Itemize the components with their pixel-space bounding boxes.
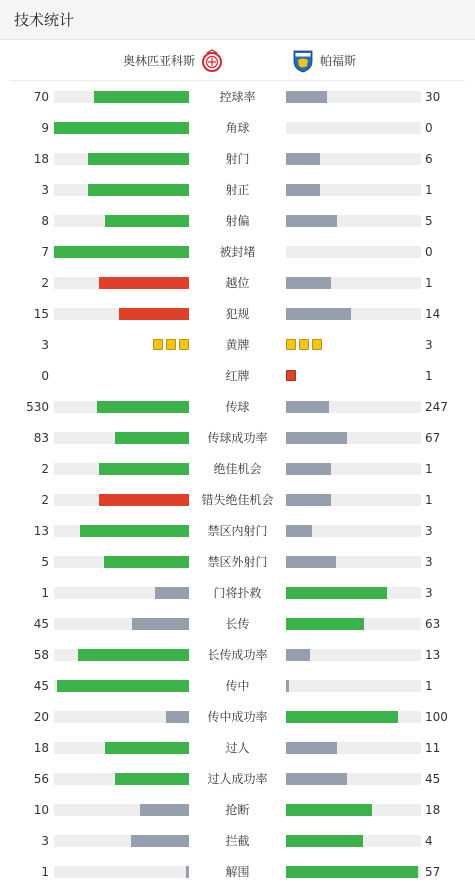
stat-row [0,609,475,640]
home-value: 3 [41,834,49,848]
stat-label: 射门 [225,152,250,166]
yellow-card-icon [286,339,296,350]
away-value: 67 [425,431,441,445]
home-bar-track [54,494,189,506]
home-bar-fill [80,525,189,537]
stat-row [0,826,475,857]
away-bar-track [286,618,421,630]
home-bar-fill [94,91,189,103]
stat-label: 黄牌 [225,338,250,352]
stats-header [0,0,475,40]
home-team-name: 奥林匹亚科斯 [122,54,195,68]
yellow-card-icon [153,339,163,350]
stat-label: 越位 [225,276,250,290]
away-value: 3 [425,586,433,600]
away-bar-track [286,649,421,661]
stat-row [0,206,475,237]
home-bar-track [54,680,189,692]
away-bar-fill [286,463,331,475]
home-bar-fill [88,184,189,196]
stat-label: 被封堵 [219,245,256,259]
away-value: 1 [425,462,433,476]
away-bar-fill [286,835,363,847]
home-value: 530 [26,400,49,414]
stat-row [0,640,475,671]
away-bar-track [286,184,421,196]
home-value: 9 [41,121,49,135]
away-value: 0 [425,245,433,259]
away-bar-fill [286,866,418,878]
away-bar-fill [286,494,331,506]
away-bar-fill [286,525,312,537]
home-value: 70 [33,90,49,104]
stats-list [0,82,475,888]
stat-label: 抢断 [225,803,250,817]
home-value: 3 [41,183,49,197]
home-value: 0 [41,369,49,383]
stat-row [0,485,475,516]
away-bar-fill [286,401,329,413]
away-bar-fill [286,91,327,103]
away-value: 1 [425,369,433,383]
stat-label: 禁区内射门 [207,524,268,538]
away-value: 14 [425,307,441,321]
home-value: 13 [33,524,49,538]
red-card-icon [286,370,296,381]
away-bar-fill [286,649,310,661]
home-value: 20 [33,710,49,724]
away-bar-track [286,556,421,568]
home-bar-fill [119,308,189,320]
stat-label: 红牌 [225,369,250,383]
home-bar-track [54,308,189,320]
home-bar-fill [131,835,189,847]
stat-label: 传中 [225,679,250,693]
stat-row [0,702,475,733]
home-bar-fill [99,277,189,289]
home-bar-fill [115,432,189,444]
home-value: 2 [41,462,49,476]
away-value: 100 [425,710,448,724]
away-bar-track [286,835,421,847]
away-bar-track [286,246,421,258]
away-value: 4 [425,834,433,848]
home-bar-track [54,277,189,289]
stat-label: 禁区外射门 [207,555,268,569]
home-bar-fill [97,401,189,413]
stat-label: 错失绝佳机会 [201,493,274,507]
away-bar-track [286,680,421,692]
stat-label: 长传 [225,617,250,631]
stat-row [0,423,475,454]
home-value: 2 [41,276,49,290]
olympiacos-crest-icon [201,49,223,73]
home-bar-track [54,463,189,475]
home-bar-track [54,401,189,413]
away-bar-fill [286,277,331,289]
home-bar-track [54,587,189,599]
teams-row [10,41,465,81]
away-bar-fill [286,804,372,816]
home-value: 2 [41,493,49,507]
away-value: 3 [425,524,433,538]
stat-label: 控球率 [219,90,256,104]
yellow-card-icon [166,339,176,350]
home-bar-track [54,246,189,258]
home-bar-fill [186,866,189,878]
stat-row [0,454,475,485]
stat-row [0,578,475,609]
home-bar-track [54,711,189,723]
away-bar-fill [286,184,320,196]
home-bar-track [54,525,189,537]
home-bar-track [54,618,189,630]
away-bar-track [286,215,421,227]
home-bar-fill [115,773,189,785]
stat-label: 拦截 [225,834,250,848]
home-bar-fill [132,618,189,630]
stat-label: 过人成功率 [207,772,268,786]
home-value: 1 [41,586,49,600]
away-bar-track [286,401,421,413]
stat-row [0,671,475,702]
away-bar-track [286,91,421,103]
away-value: 3 [425,338,433,352]
away-bar-fill [286,711,398,723]
home-cards [153,339,189,351]
away-bar-fill [286,587,387,599]
home-bar-track [54,866,189,878]
home-bar-track [54,804,189,816]
away-value: 1 [425,276,433,290]
home-team[interactable] [123,41,223,80]
stat-row [0,516,475,547]
away-value: 11 [425,741,441,755]
home-bar-fill [54,246,189,258]
home-bar-fill [99,463,189,475]
yellow-card-icon [179,339,189,350]
stat-row [0,330,475,361]
home-value: 15 [33,307,49,321]
home-bar-track [54,773,189,785]
away-bar-track [286,308,421,320]
stat-row [0,857,475,888]
stat-label: 长传成功率 [207,648,268,662]
away-value: 57 [425,865,441,879]
home-bar-track [54,215,189,227]
home-bar-track [54,184,189,196]
away-bar-track [286,432,421,444]
home-bar-fill [105,215,189,227]
page-title: 技术统计 [14,11,75,29]
home-bar-fill [166,711,189,723]
stat-row [0,733,475,764]
away-bar-track [286,773,421,785]
home-value: 7 [41,245,49,259]
home-bar-track [54,835,189,847]
away-bar-fill [286,742,337,754]
stat-row [0,175,475,206]
away-bar-fill [286,153,320,165]
stat-label: 射偏 [225,214,250,228]
home-bar-track [54,556,189,568]
away-bar-track [286,804,421,816]
stat-label: 门将扑救 [213,586,262,600]
stat-row [0,361,475,392]
stat-label: 解围 [225,865,250,879]
stat-row [0,392,475,423]
away-bar-fill [286,680,289,692]
away-value: 1 [425,679,433,693]
stat-label: 绝佳机会 [213,462,262,476]
stat-label: 传球 [225,400,250,414]
stat-row [0,795,475,826]
stat-row [0,113,475,144]
stat-label: 角球 [225,121,250,135]
away-bar-fill [286,432,347,444]
home-bar-fill [88,153,189,165]
home-bar-fill [105,742,189,754]
home-bar-track [54,649,189,661]
home-value: 10 [33,803,49,817]
yellow-card-icon [312,339,322,350]
stat-label: 传球成功率 [207,431,268,445]
stat-label: 犯规 [225,307,250,321]
home-bar-fill [57,680,189,692]
away-bar-track [286,463,421,475]
stat-label: 传中成功率 [207,710,268,724]
home-value: 56 [33,772,49,786]
home-bar-track [54,91,189,103]
away-value: 3 [425,555,433,569]
away-value: 247 [425,400,448,414]
away-bar-track [286,866,421,878]
away-value: 45 [425,772,441,786]
home-bar-fill [155,587,189,599]
away-bar-track [286,494,421,506]
home-value: 8 [41,214,49,228]
home-value: 45 [33,679,49,693]
home-bar-fill [140,804,189,816]
stat-label: 射正 [225,183,250,197]
stat-row [0,547,475,578]
away-bar-fill [286,308,351,320]
away-bar-track [286,277,421,289]
home-value: 83 [33,431,49,445]
home-value: 18 [33,741,49,755]
away-bar-track [286,742,421,754]
away-bar-track [286,153,421,165]
away-value: 1 [425,183,433,197]
home-value: 58 [33,648,49,662]
home-value: 18 [33,152,49,166]
away-team-name: 帕福斯 [320,54,357,68]
stat-label: 过人 [225,741,250,755]
home-bar-track [54,742,189,754]
away-cards [286,370,296,382]
home-bar-track [54,153,189,165]
away-value: 1 [425,493,433,507]
away-value: 6 [425,152,433,166]
away-value: 30 [425,90,441,104]
home-value: 3 [41,338,49,352]
home-value: 45 [33,617,49,631]
home-bar-track [54,122,189,134]
home-bar-fill [104,556,189,568]
stat-row [0,144,475,175]
yellow-card-icon [299,339,309,350]
stat-row [0,237,475,268]
away-bar-track [286,122,421,134]
away-bar-fill [286,556,336,568]
home-value: 5 [41,555,49,569]
away-bar-track [286,587,421,599]
stat-row [0,268,475,299]
home-value: 1 [41,865,49,879]
away-bar-track [286,711,421,723]
away-bar-fill [286,618,364,630]
home-bar-fill [78,649,189,661]
away-cards [286,339,322,351]
away-bar-fill [286,215,337,227]
home-bar-fill [99,494,189,506]
home-bar-track [54,432,189,444]
away-value: 63 [425,617,441,631]
stat-row [0,299,475,330]
stat-row [0,82,475,113]
pafos-crest-icon [292,49,314,73]
away-value: 13 [425,648,441,662]
away-team[interactable] [292,41,356,80]
away-bar-track [286,525,421,537]
away-value: 18 [425,803,441,817]
stat-row [0,764,475,795]
home-bar-fill [54,122,189,134]
away-value: 0 [425,121,433,135]
away-bar-fill [286,773,347,785]
away-value: 5 [425,214,433,228]
